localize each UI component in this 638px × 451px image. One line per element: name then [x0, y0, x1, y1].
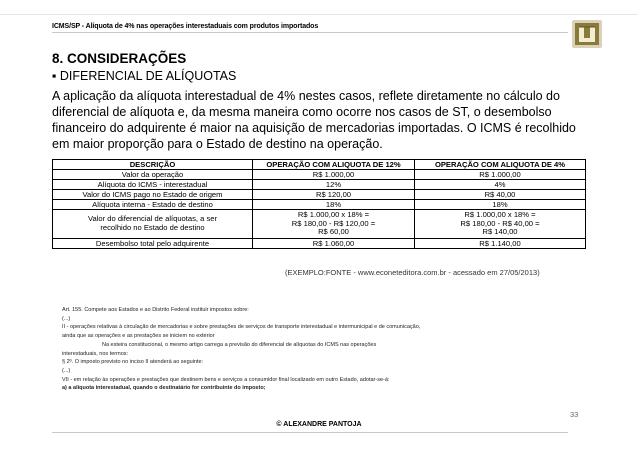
- row-value-12: R$ 1.060,00: [253, 238, 415, 248]
- row-value-line: R$ 180,00 - R$ 40,00 =: [460, 218, 540, 228]
- row-description: Alíquota do ICMS - interestadual: [53, 180, 253, 190]
- law-line: II - operações relativas à circulação de mercadorias e sobre prestações de serviços de transporte interestadual e intermunicipal e de comunicação,: [62, 324, 421, 331]
- header-title: ICMS/SP - Alíquota de 4% nas operações interestaduais com produtos importados: [52, 23, 319, 30]
- law-line: Na esteira constitucional, o mesmo artigo carrega a previsão do diferencial de alíquotas do ICMS nas operações: [102, 341, 377, 348]
- row-description: Desembolso total pelo adquirente: [53, 238, 253, 248]
- table-row: [53, 180, 586, 190]
- column-header-rate-12: OPERAÇÃO COM ALIQUOTA DE 12%: [253, 160, 415, 170]
- law-line: VII - em relação às operações e prestações que destinem bens e serviços a consumidor final localizado em outro Estado, adotar-se-á:: [62, 376, 390, 383]
- law-line: § 2º. O imposto previsto no inciso II atenderá ao seguinte:: [62, 359, 204, 366]
- law-line: Art. 155. Compete aos Estados e ao Distrito Federal instituir impostos sobre:: [62, 307, 249, 313]
- table-row: [53, 190, 586, 200]
- row-description: [53, 210, 253, 239]
- row-value-line: R$ 60,00: [318, 227, 349, 236]
- row-value-4: R$ 1.140,00: [415, 238, 586, 248]
- section-subtitle: ▪ DIFERENCIAL DE ALÍQUOTAS: [52, 69, 237, 83]
- comparison-table: [52, 159, 586, 249]
- table-row: [53, 238, 586, 248]
- row-description: Alíquota interna - Estado de destino: [53, 200, 253, 210]
- row-value-line: R$ 1.000,00 x 18% =: [464, 210, 536, 219]
- row-description-line: Valor do diferencial de alíquotas, a ser: [87, 214, 218, 224]
- row-value-line: R$ 1.000,00 x 18% =: [297, 210, 370, 219]
- table-row: [53, 210, 586, 239]
- row-value-4: R$ 40,00: [415, 190, 586, 200]
- law-line: ainda que as operações e as prestações se iniciem no exterior: [62, 333, 215, 340]
- row-value-line: R$ 140,00: [482, 227, 518, 236]
- table-row: [53, 200, 586, 210]
- row-description: Valor do ICMS pago no Estado de origem: [53, 190, 253, 200]
- table-row: [53, 170, 586, 180]
- row-value-12: R$ 120,00: [253, 190, 415, 200]
- section-title: 8. CONSIDERAÇÕES: [52, 51, 187, 66]
- row-description: Valor da operação: [53, 170, 253, 180]
- law-line: interestaduais, nos termos:: [62, 350, 129, 357]
- law-line: a) a alíquota interestadual, quando o destinatário for contribuinte do imposto;: [62, 385, 266, 392]
- row-value-4: [415, 210, 586, 239]
- row-value-12: 18%: [253, 200, 415, 210]
- row-value-4: R$ 1.000,00: [415, 170, 586, 180]
- law-excerpt: [62, 306, 542, 393]
- row-value-4: 18%: [415, 200, 586, 210]
- row-value-4: 4%: [415, 180, 586, 190]
- row-value-12: [253, 210, 415, 239]
- logo-icon: [572, 20, 602, 48]
- source-citation: (EXEMPLO:FONTE - www.econeteditora.com.br - acessado em 27/05/2013): [285, 268, 540, 277]
- law-line: (...): [62, 367, 71, 374]
- row-value-12: R$ 1.000,00: [253, 170, 415, 180]
- table-header-row: [53, 160, 586, 170]
- row-description-line: recolhido no Estado de destino: [100, 222, 205, 232]
- row-value-12: 12%: [253, 180, 415, 190]
- top-bar: [0, 0, 638, 15]
- header-divider: [52, 32, 568, 33]
- law-line: (...): [62, 315, 71, 322]
- body-paragraph: A aplicação da alíquota interestadual de 4% nestes casos, reflete diretamente no cálculo do diferencial de alíquota e, da mesma maneira como ocorre nos casos de ST, o desembolso financeiro do adquirente é maior na aquisição de mercadorias importadas. O ICMS é recolhido em maior proporção para o Estado de destino na operação.: [52, 89, 576, 151]
- footer-copyright: © ALEXANDRE PANTOJA: [276, 421, 362, 428]
- row-value-line: R$ 180,00 - R$ 120,00 =: [291, 218, 376, 228]
- footer-divider: [52, 432, 568, 433]
- column-header-rate-4: OPERAÇÃO COM ALIQUOTA DE 4%: [415, 160, 586, 170]
- column-header-description: DESCRIÇÃO: [53, 160, 253, 170]
- page-number: 33: [570, 410, 579, 419]
